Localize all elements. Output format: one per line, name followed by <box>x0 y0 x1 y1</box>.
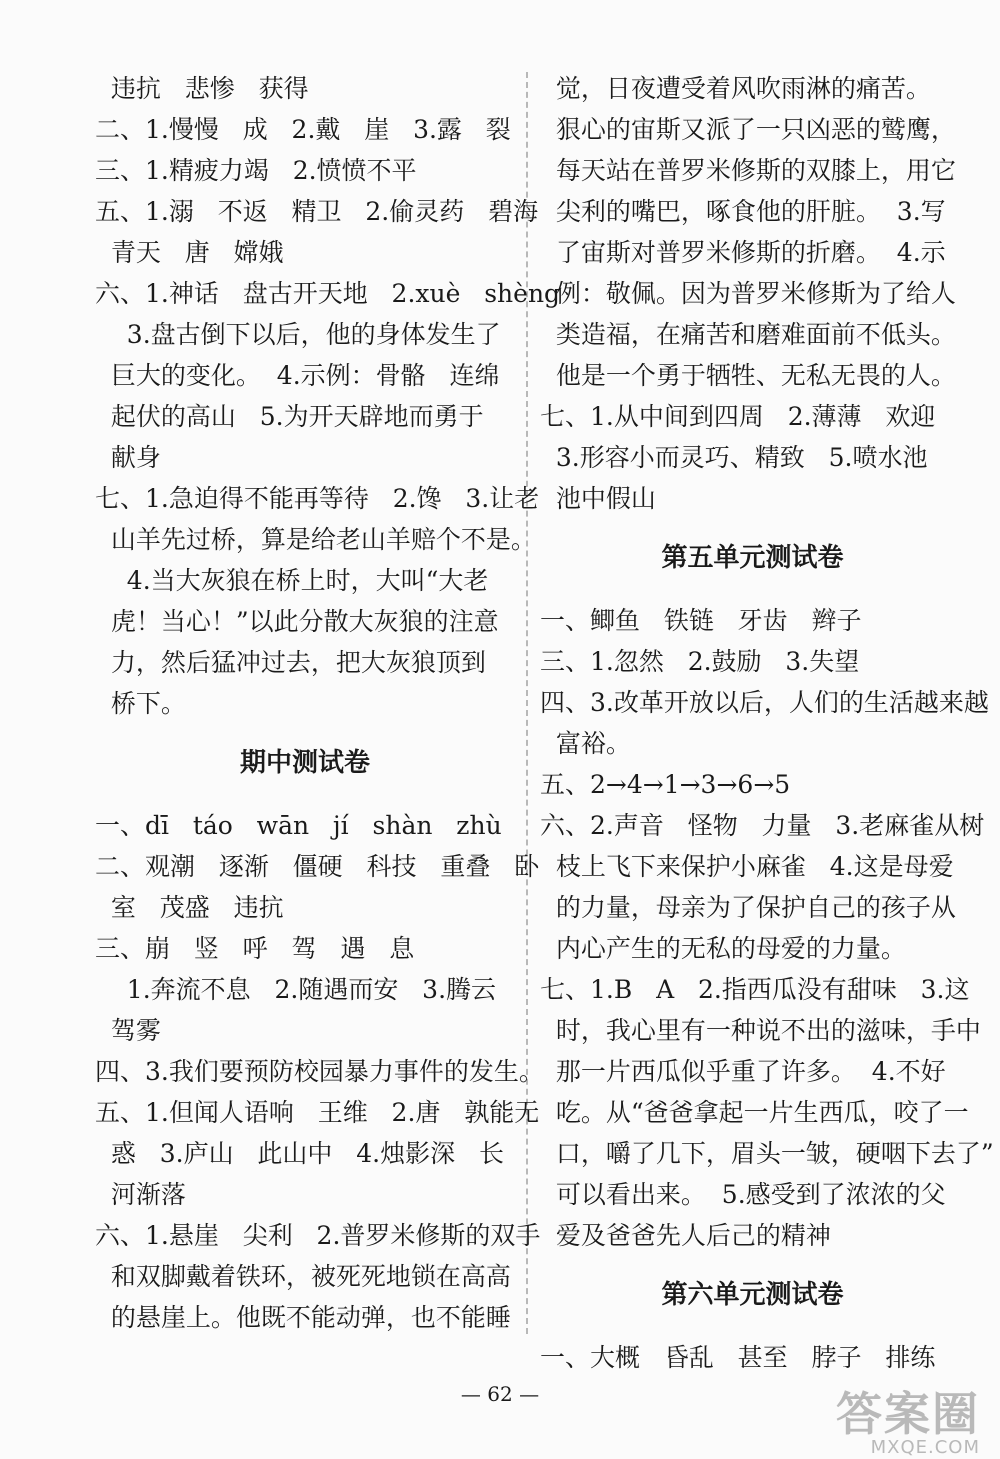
answer-line: 1.奔流不息 2.随遇而安 3.腾云 <box>95 975 497 1004</box>
answer-line: 三、1.精疲力竭 2.愤愤不平 <box>95 156 417 185</box>
watermark-logo <box>836 1387 980 1458</box>
answer-line: 惑 3.庐山 此山中 4.烛影深 长 <box>95 1139 504 1168</box>
answer-line: 觉，日夜遭受着风吹雨淋的痛苦。 <box>540 74 931 103</box>
answer-line: 枝上飞下来保护小麻雀 4.这是母爱 <box>540 852 954 881</box>
answer-line: 一、鲫鱼 铁链 牙齿 辫子 <box>540 606 862 635</box>
answer-line: 那一片西瓜似乎重了许多。 4.不好 <box>540 1057 946 1086</box>
right-block-2 <box>540 600 994 1256</box>
answer-line: 四、3.改革开放以后，人们的生活越来越 <box>540 688 989 717</box>
section-title-unit5: 第五单元测试卷 <box>661 543 844 573</box>
answer-line: 时，我心里有一种说不出的滋味，手中 <box>540 1016 981 1045</box>
column-divider <box>526 72 528 1334</box>
answer-line: 一、大概 昏乱 甚至 脖子 排练 <box>540 1343 936 1372</box>
answer-line: 五、2→4→1→3→6→5 <box>540 770 791 799</box>
right-column <box>540 68 994 1378</box>
left-column <box>95 68 561 1338</box>
answer-line: 他是一个勇于牺牲、无私无畏的人。 <box>540 361 956 390</box>
answer-line: 起伏的高山 5.为开天辟地而勇于 <box>95 402 484 431</box>
answer-line: 青天 唐 嫦娥 <box>95 238 284 267</box>
answer-line: 的悬崖上。他既不能动弹，也不能睡 <box>95 1303 511 1332</box>
answer-line: 口，嚼了几下，眉头一皱，硬咽下去了” <box>540 1139 994 1168</box>
watermark-logo-text: 答案圈 <box>836 1387 980 1441</box>
right-block-1 <box>540 68 965 519</box>
answer-line: 三、1.忽然 2.鼓励 3.失望 <box>540 647 860 676</box>
answer-line: 虎！当心！”以此分散大灰狼的注意 <box>95 607 499 636</box>
answer-line: 池中假山 <box>540 484 656 513</box>
answer-line: 的力量，母亲为了保护自己的孩子从 <box>540 893 956 922</box>
answer-line: 内心产生的无私的母爱的力量。 <box>540 934 906 963</box>
watermark-url: MXQE.COM <box>870 1437 980 1458</box>
answer-line: 违抗 悲惨 获得 <box>95 74 309 103</box>
answer-line: 七、1.B A 2.指西瓜没有甜味 3.这 <box>540 975 970 1004</box>
answer-line: 吃。从“爸爸拿起一片生西瓜，咬了一 <box>540 1098 969 1127</box>
answer-line: 巨大的变化。 4.示例：骨骼 连绵 <box>95 361 500 390</box>
answer-line: 3.形容小而灵巧、精致 5.喷水池 <box>540 443 928 472</box>
answer-line: 七、1.急迫得不能再等待 2.馋 3.让老 <box>95 484 540 513</box>
answer-line: 了宙斯对普罗米修斯的折磨。 4.示 <box>540 238 946 267</box>
left-block-1 <box>95 68 561 724</box>
answer-line: 和双脚戴着铁环，被死死地锁在高高 <box>95 1262 511 1291</box>
answer-line: 河渐落 <box>95 1180 186 1209</box>
answer-line: 类造福，在痛苦和磨难面前不低头。 <box>540 320 956 349</box>
answer-line: 六、2.声音 怪物 力量 3.老麻雀从树 <box>540 811 985 840</box>
answer-line: 每天站在普罗米修斯的双膝上，用它 <box>540 156 956 185</box>
answer-line: 六、1.悬崖 尖利 2.普罗米修斯的双手 <box>95 1221 541 1250</box>
answer-line: 富裕。 <box>540 729 631 758</box>
right-block-3 <box>540 1337 965 1378</box>
answer-line: 山羊先过桥，算是给老山羊赔个不是。 <box>95 525 536 554</box>
left-block-2 <box>95 805 544 1338</box>
answer-line: 一、dī táo wān jí shàn zhù <box>95 811 502 840</box>
answer-line: 桥下。 <box>95 689 186 718</box>
answer-line: 三、崩 竖 呼 驾 遇 息 <box>95 934 415 963</box>
answer-line: 六、1.神话 盘古开天地 2.xuè shèng <box>95 279 561 308</box>
section-title-midterm: 期中测试卷 <box>239 748 370 778</box>
answer-line: 尖利的嘴巴，啄食他的肝脏。 3.写 <box>540 197 946 226</box>
answer-line: 例：敬佩。因为普罗米修斯为了给人 <box>540 279 956 308</box>
answer-line: 狠心的宙斯又派了一只凶恶的鹫鹰， <box>540 115 956 144</box>
answer-line: 4.当大灰狼在桥上时，大叫“大老 <box>95 566 489 595</box>
answer-line: 室 茂盛 违抗 <box>95 893 284 922</box>
answer-line: 四、3.我们要预防校园暴力事件的发生。 <box>95 1057 544 1086</box>
answer-line: 五、1.但闻人语响 王维 2.唐 孰能无 <box>95 1098 540 1127</box>
answer-line: 驾雾 <box>95 1016 161 1045</box>
section-title-unit6: 第六单元测试卷 <box>661 1280 844 1310</box>
answer-line: 七、1.从中间到四周 2.薄薄 欢迎 <box>540 402 936 431</box>
answer-line: 献身 <box>95 443 161 472</box>
page-number: — 62 — <box>460 1382 540 1406</box>
answer-line: 五、1.溺 不返 精卫 2.偷灵药 碧海 <box>95 197 539 226</box>
answer-line: 可以看出来。 5.感受到了浓浓的父 <box>540 1180 946 1209</box>
answer-line: 爱及爸爸先人后己的精神 <box>540 1221 831 1250</box>
answer-line: 力，然后猛冲过去，把大灰狼顶到 <box>95 648 486 677</box>
answer-line: 二、观潮 逐渐 僵硬 科技 重叠 卧 <box>95 852 540 881</box>
answer-line: 二、1.慢慢 成 2.戴 崖 3.露 裂 <box>95 115 511 144</box>
answer-line: 3.盘古倒下以后，他的身体发生了 <box>95 320 501 349</box>
